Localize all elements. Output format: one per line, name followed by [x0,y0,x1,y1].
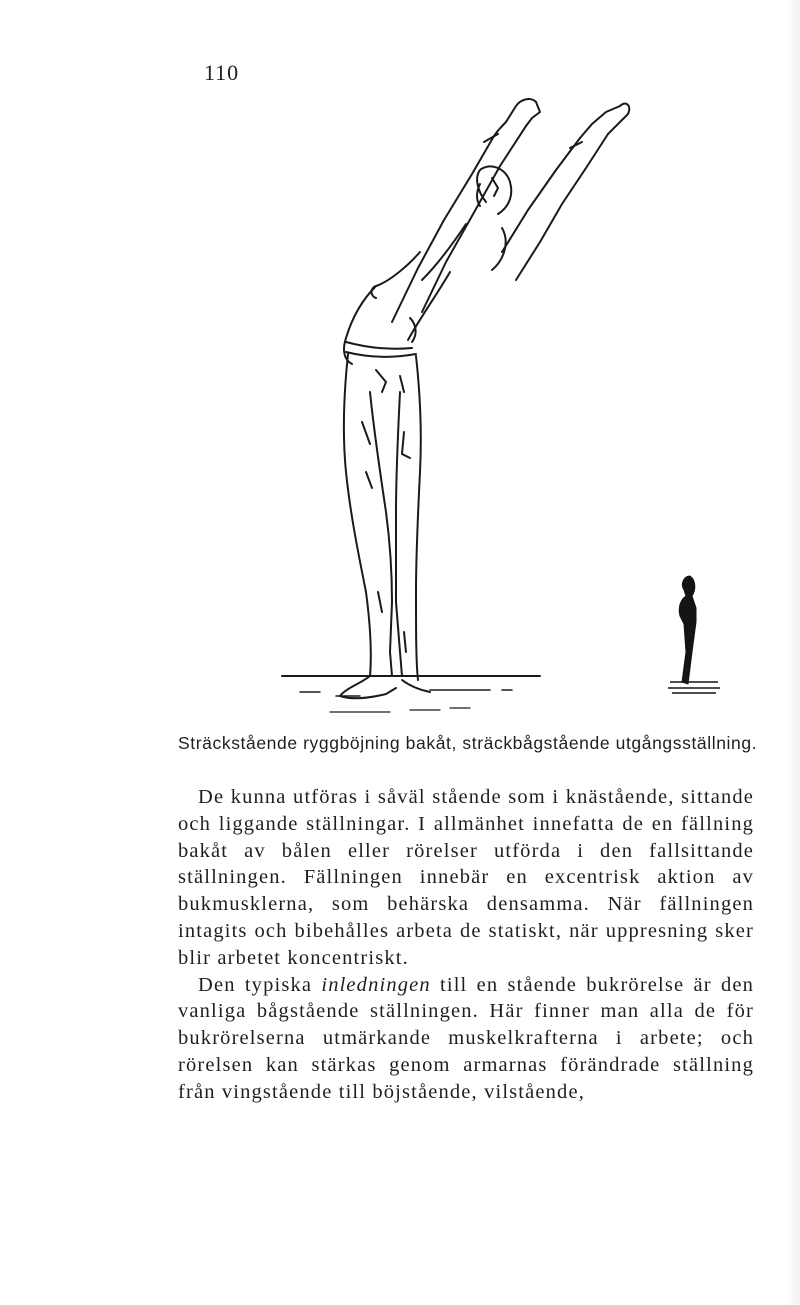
exercise-illustration [240,92,740,732]
body-text [178,784,754,1106]
figure-caption: Sträckstående ryggböjning bakåt, sträckbågstående utgångsställning. [178,733,758,753]
paragraph-2-rest: till en stående bukrörelse är den vanliga bågstående ställningen. Här finner man alla de för bukrörelserna utmärkande muskelkrafterna i arbete; och rörelsen kan stärkas genom armarnas förändrade ställning från vingstående till böjstående, vilstående, [178,973,754,1103]
page-number: 110 [204,60,240,85]
main-figure-drawing [282,99,629,712]
page-edge-shadow [786,0,800,1305]
paragraph-2-italic: inledningen [321,973,431,996]
paragraph-2-start: Den typiska [198,973,313,996]
small-figure-silhouette [668,576,720,693]
paragraph-1: De kunna utföras i såväl stående som i knästående, sittande och liggande ställningar. I allmänhet innefatta de en fällning bakåt av bålen eller rörelser utförda i den fallsittande ställningen. Fällningen innebär en excentrisk aktion av bukmusklerna, som behärska densamma. När fällningen intagits och bibehålles arbeta de statiskt, när uppresning sker blir arbetet koncentriskt. [178,786,754,969]
paragraph-2 [178,972,754,1106]
